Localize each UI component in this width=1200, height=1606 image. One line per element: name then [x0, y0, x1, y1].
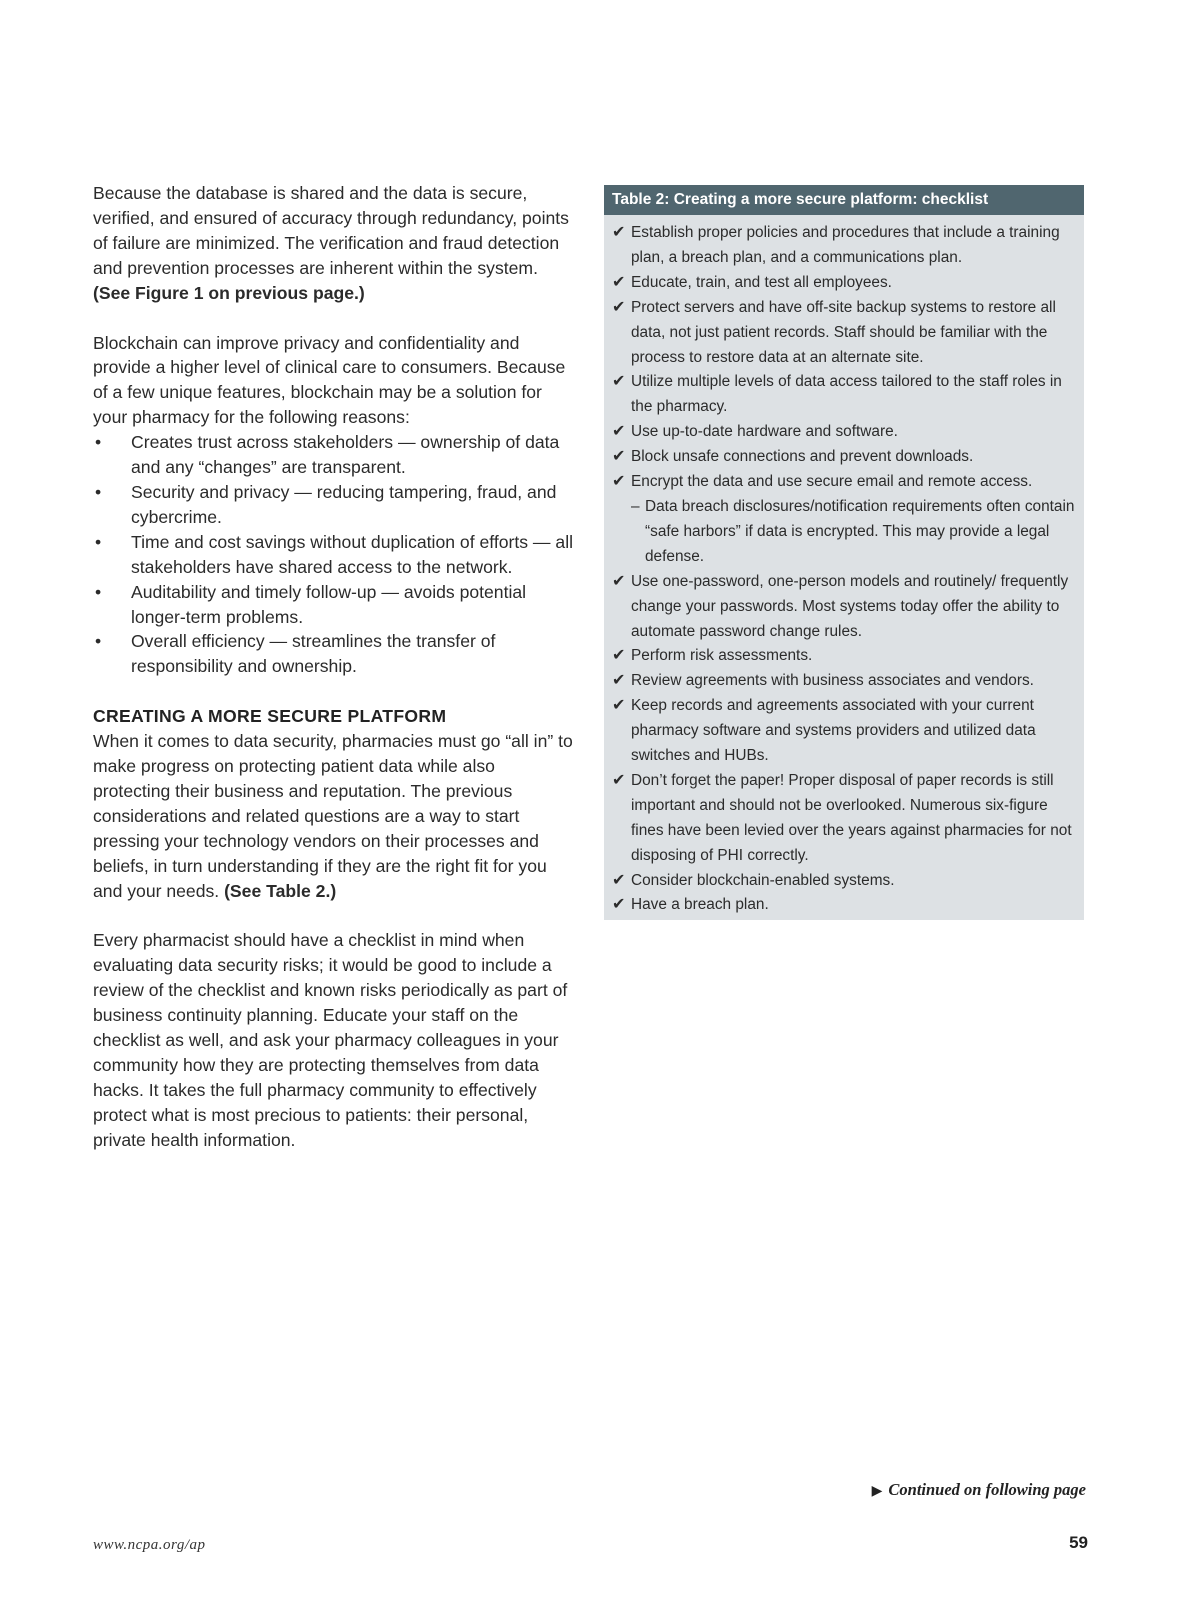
continued-note: ▶ Continued on following page: [871, 1480, 1086, 1499]
checklist-item: ✔ Have a breach plan.: [612, 893, 1080, 918]
table-title: Table 2: Creating a more secure platform: checklist: [604, 185, 1084, 215]
checklist-item: ✔ Block unsafe connections and prevent downloads.: [612, 445, 1080, 470]
checklist-table: [604, 185, 1084, 920]
checklist-item: ✔ Educate, train, and test all employees.: [612, 271, 1080, 296]
checkmark-icon: ✔: [612, 896, 626, 914]
checklist-item: ✔ Keep records and agreements associated with your current pharmacy software and systems providers and utilized data switches and HUBs.: [612, 694, 1080, 769]
reasons-list: [93, 430, 575, 679]
checkmark-icon: ✔: [612, 871, 626, 889]
figure-reference: (See Figure 1 on previous page.): [93, 282, 365, 303]
checkmark-icon: ✔: [612, 298, 626, 316]
checklist-item: ✔ Use up-to-date hardware and software.: [612, 420, 1080, 445]
checkmark-icon: ✔: [612, 672, 626, 690]
paragraph-blockchain-intro: Blockchain can improve privacy and confidentiality and provide a higher level of clinical care to consumers. Because of a few unique features, blockchain may be a solution for your pharmacy for the following reasons:: [93, 332, 566, 428]
checkmark-icon: ✔: [612, 224, 626, 241]
play-arrow-icon: ▶: [871, 1484, 883, 1499]
checklist-item: ✔ Don’t forget the paper! Proper disposal of paper records is still important and should not be overlooked. Numerous six-figure fines have been levied over the years against pharmacies for not disposing of PHI correctly.: [612, 769, 1080, 869]
checklist-item: ✔ Establish proper policies and procedures that include a training plan, a breach plan, and a communications plan.: [612, 221, 1080, 271]
checkmark-icon: ✔: [612, 572, 626, 590]
paragraph-checklist: Every pharmacist should have a checklist in mind when evaluating data security risks; it would be good to include a review of the checklist and known risks periodically as part of business continuity planning. Educate your staff on the checklist as well, and ask your pharmacy colleagues in your community how they are protecting themselves from data hacks. It takes the full pharmacy community to effectively protect what is most precious to patients: their personal, private health information.: [93, 930, 568, 1150]
checkmark-icon: ✔: [612, 373, 626, 391]
page-number: 59: [1069, 1533, 1088, 1552]
checkmark-icon: ✔: [612, 423, 626, 441]
checklist-item: ✔ Review agreements with business associates and vendors.: [612, 669, 1080, 694]
list-item: • Overall efficiency — streamlines the transfer of responsibility and ownership.: [95, 631, 496, 677]
checklist-item: ✔ Use one-password, one-person models and routinely/ frequently change your passwords. Most systems today offer the ability to automate password change rules.: [612, 570, 1080, 645]
checklist-items: [604, 215, 1084, 918]
checklist-item: ✔ Encrypt the data and use secure email and remote access.: [612, 470, 1080, 495]
checklist-item: ✔ Consider blockchain-enabled systems.: [612, 869, 1080, 894]
table-reference: (See Table 2.): [224, 880, 337, 901]
list-item: • Security and privacy — reducing tampering, fraud, and cybercrime.: [95, 481, 557, 527]
paragraph-data-security: When it comes to data security, pharmacies must go “all in” to make progress on protecting patient data while also protecting their business and reputation. The previous considerations and related questions are a way to start pressing your technology vendors on their processes and beliefs, in turn understanding if they are the right fit for you and your needs. (See Table 2.): [93, 731, 573, 901]
checkmark-icon: ✔: [612, 448, 626, 466]
list-item: • Auditability and timely follow-up — avoids potential longer-term problems.: [95, 581, 527, 627]
checklist-item: ✔ Protect servers and have off-site backup systems to restore all data, not just patient records. Staff should be familiar with the process to restore data at an alternate site.: [612, 296, 1080, 371]
footer-url: www.ncpa.org/ap: [93, 1537, 206, 1553]
checklist-subitem: – Data breach disclosures/notification requirements often contain “safe harbors” if data is encrypted. This may provide a legal defense.: [612, 495, 1080, 570]
checkmark-icon: ✔: [612, 473, 626, 491]
dash-icon: –: [631, 497, 640, 515]
list-item: • Creates trust across stakeholders — ownership of data and any “changes” are transparent.: [95, 432, 560, 478]
section-heading: CREATING A MORE SECURE PLATFORM: [93, 706, 447, 727]
paragraph-database-shared: Because the database is shared and the data is secure, verified, and ensured of accuracy through redundancy, points of failure are minimized. The verification and fraud detection and prevention processes are inherent within the system. (See Figure 1 on previous page.): [93, 183, 569, 303]
list-item: • Time and cost savings without duplication of efforts — all stakeholders have shared access to the network.: [95, 531, 574, 577]
checklist-item: ✔ Utilize multiple levels of data access tailored to the staff roles in the pharmacy.: [612, 370, 1080, 420]
checkmark-icon: ✔: [612, 771, 626, 789]
checkmark-icon: ✔: [612, 647, 626, 665]
article-body: [93, 181, 575, 1153]
checklist-item: ✔ Perform risk assessments.: [612, 644, 1080, 669]
checkmark-icon: ✔: [612, 697, 626, 715]
checkmark-icon: ✔: [612, 273, 626, 291]
